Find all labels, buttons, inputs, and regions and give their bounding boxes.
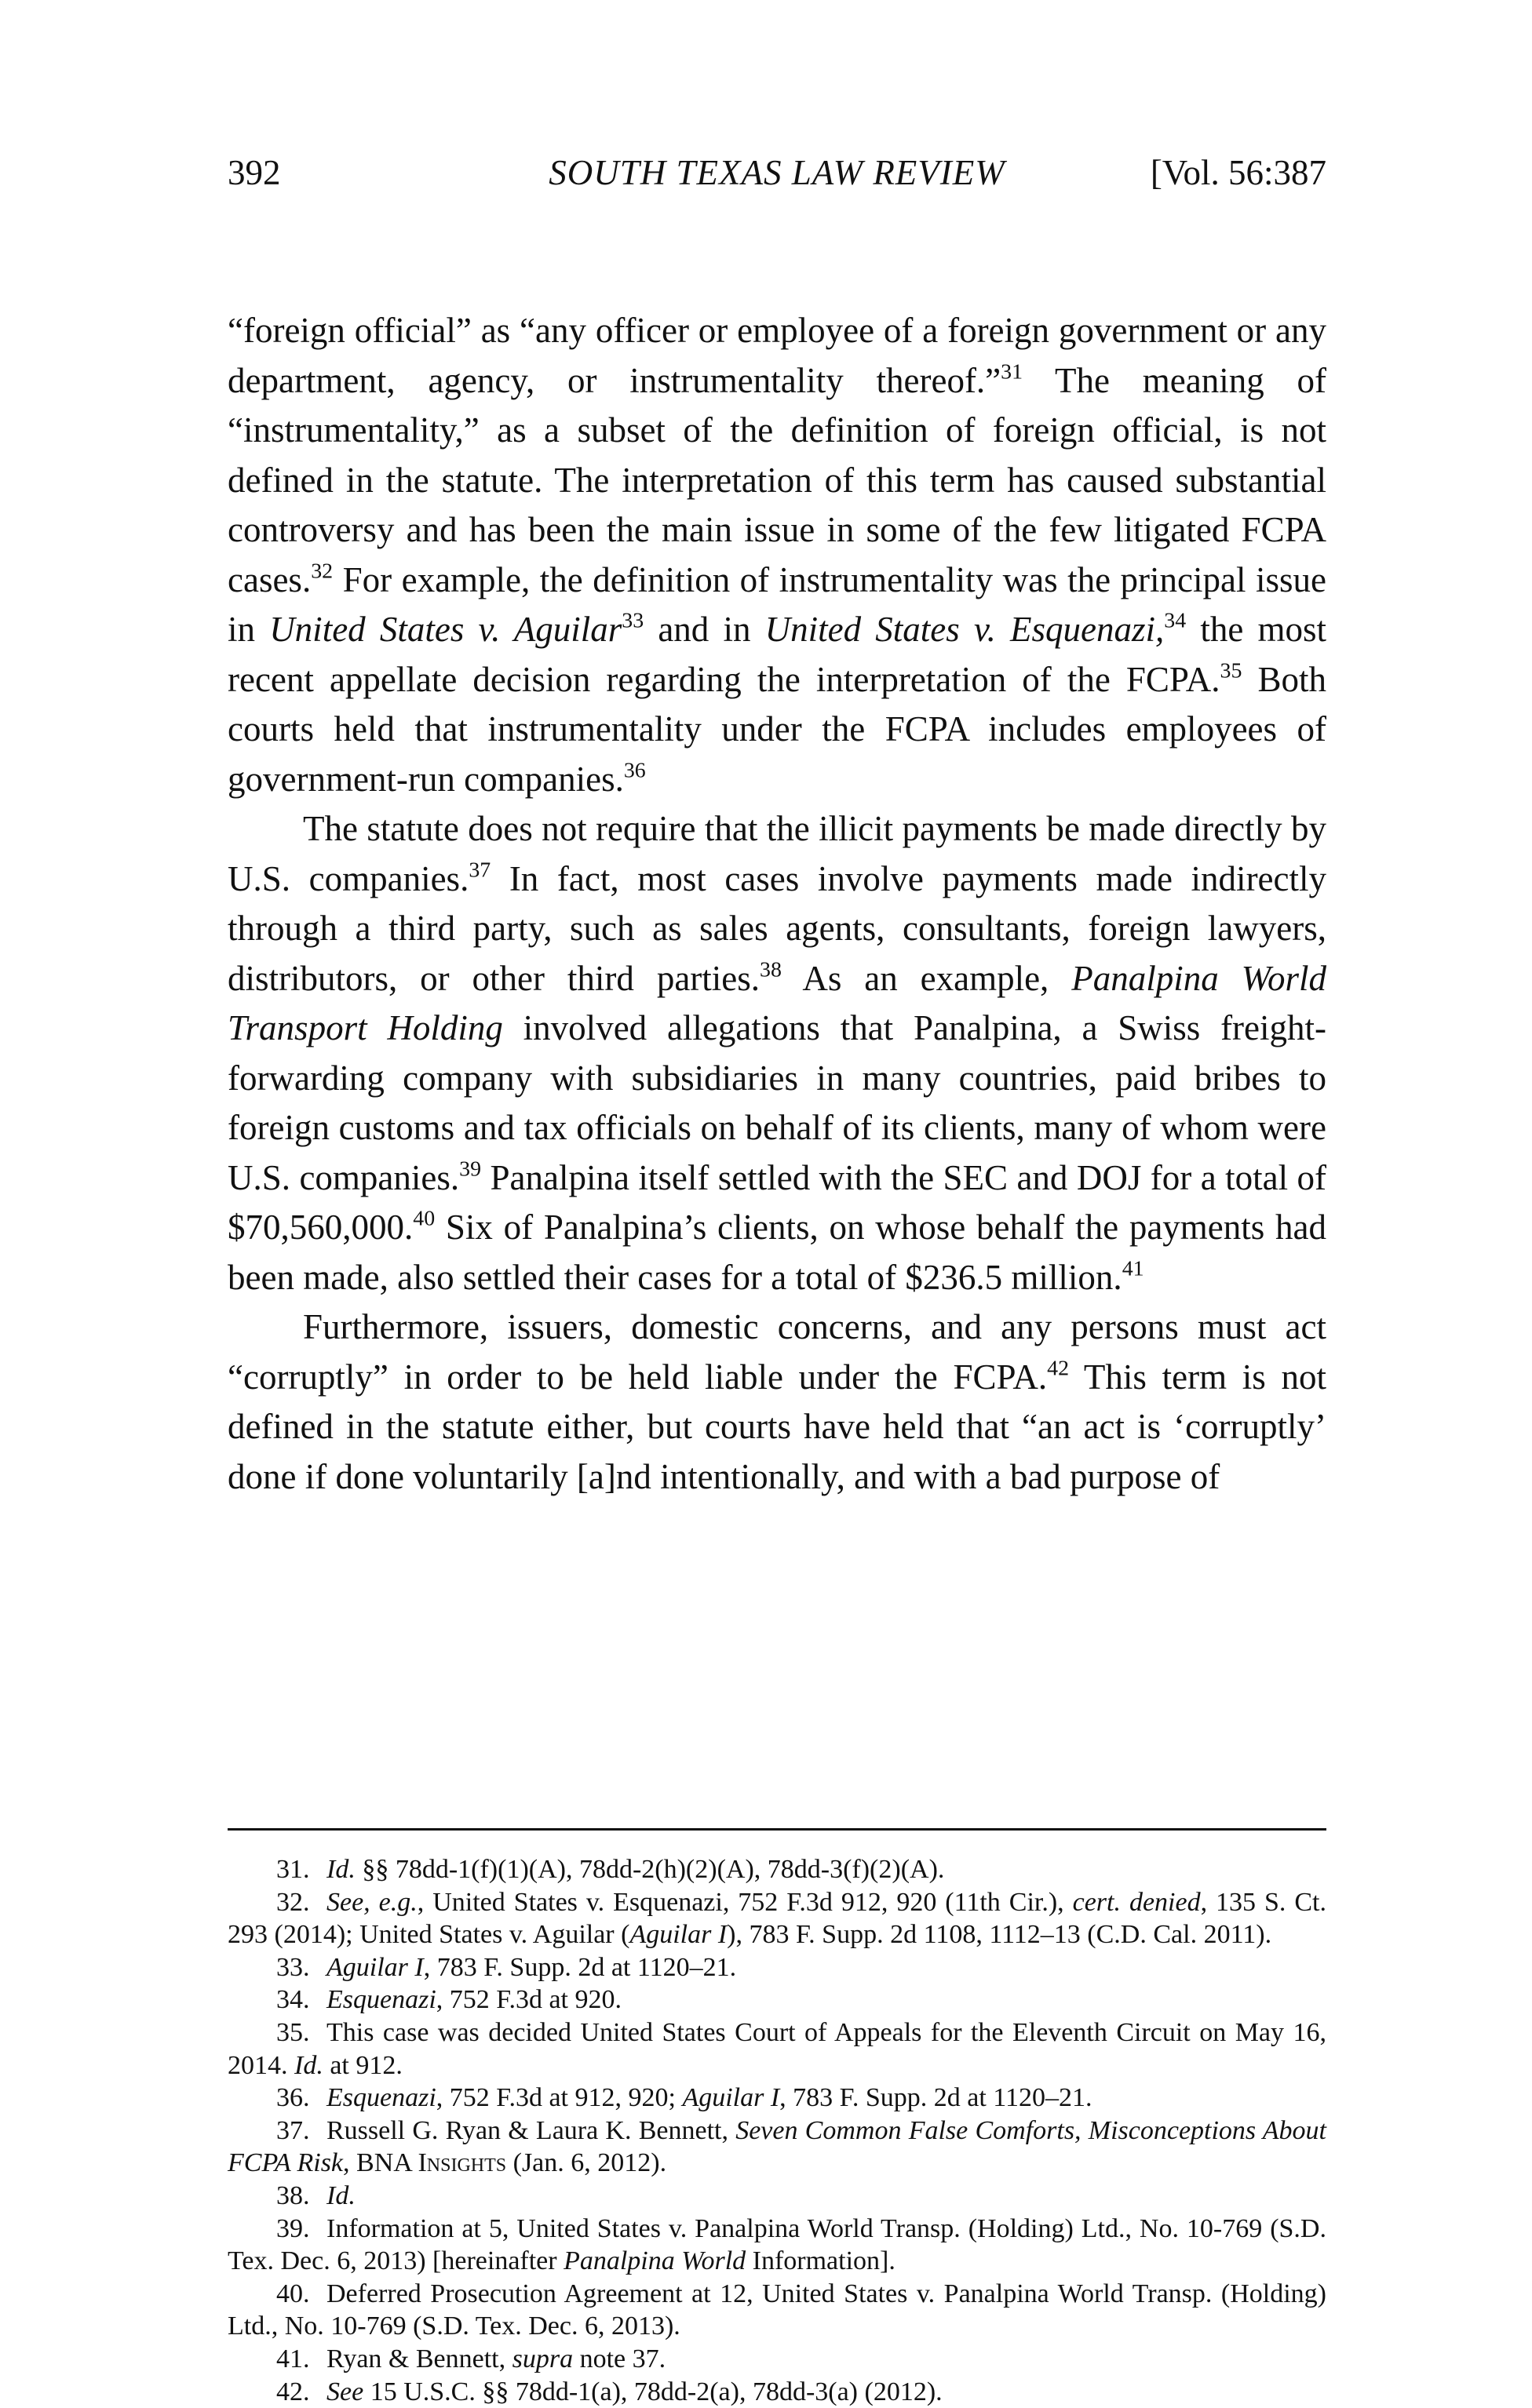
paragraph-1	[228, 306, 1326, 804]
text-run: Panalpina itself settled with the SEC and DOJ for a total of $70,560,000.	[228, 1158, 1326, 1248]
text-run: Furthermore, issuers, domestic concerns, and any persons must act “corruptly” in order to be held liable under the FCPA.	[228, 1307, 1326, 1397]
footnote-text: Information].	[746, 2246, 895, 2275]
footnote-italic: Id.	[326, 2181, 356, 2210]
page-number: 392	[228, 149, 281, 196]
text-run: The meaning of “instrumentality,” as a subset of the definition of foreign official, is not defined in the statute. The interpretation of this term has caused substantial controversy and has been the main issue in some of the few litigated FCPA cases.	[228, 361, 1326, 599]
footnote-text: Information at 5, United States v. Panalpina World Transp. (Holding) Ltd., No. 10-769 (S.D. Tex. Dec. 6, 2013) [hereinafter	[228, 2214, 1326, 2276]
footnote-ref-35: 35	[1220, 658, 1242, 683]
footnote-ref-36: 36	[624, 758, 646, 782]
footnote-number: 41.	[276, 2343, 326, 2376]
footnote-34	[228, 1984, 1326, 2016]
footnote-text: , 135 S. Ct. 293 (2014); United States v. Aguilar (	[228, 1888, 1326, 1950]
footnote-italic: Esquenazi	[326, 1985, 436, 2014]
footnote-text: Ryan & Bennett,	[326, 2344, 512, 2373]
footnote-39	[228, 2213, 1326, 2278]
main-text	[228, 306, 1326, 1502]
text-run: In fact, most cases involve payments made indirectly through a third party, such as sales agents, consultants, foreign lawyers, distributors, or other third parties.	[228, 859, 1326, 998]
footnote-number: 39.	[276, 2213, 326, 2246]
footnote-italic: Seven Common False Comforts, Misconceptions About FCPA Risk	[228, 2116, 1326, 2178]
footnote-text: 15 U.S.C. §§ 78dd-1(a), 78dd-2(a), 78dd-3(a) (2012).	[363, 2377, 942, 2406]
text-run: and in	[644, 610, 765, 649]
text-run: The statute does not require that the illicit payments be made directly by U.S. companies.	[228, 809, 1326, 898]
footnote-number: 31.	[276, 1853, 326, 1886]
footnote-number: 34.	[276, 1984, 326, 2016]
citation-signal: See, e.g.	[326, 1888, 418, 1917]
footnote-33	[228, 1951, 1326, 1984]
footnote-text: , 752 F.3d at 920.	[436, 1985, 622, 2014]
case-name: United States v. Esquenazi,	[765, 610, 1165, 649]
footnote-text: , 783 F. Supp. 2d at 1120–21.	[424, 1953, 736, 1982]
footnote-ref-37: 37	[469, 858, 491, 882]
footnote-italic: supra	[512, 2344, 573, 2373]
footnote-42	[228, 2376, 1326, 2408]
footnote-35	[228, 2016, 1326, 2082]
footnote-smallcaps: Insights	[418, 2148, 506, 2177]
footnote-ref-41: 41	[1122, 1256, 1144, 1281]
footnote-italic: Panalpina World	[564, 2246, 746, 2275]
footnote-36	[228, 2082, 1326, 2115]
footnote-38	[228, 2180, 1326, 2213]
footnote-number: 38.	[276, 2180, 326, 2213]
citation-signal: Id.	[326, 1855, 356, 1884]
footnote-number: 42.	[276, 2376, 326, 2408]
footnote-italic: cert. denied	[1073, 1888, 1201, 1917]
journal-title: SOUTH TEXAS LAW REVIEW	[228, 149, 1326, 196]
footnote-divider	[228, 1828, 1326, 1831]
footnote-text: This case was decided United States Court of Appeals for the Eleventh Circuit on May 16, 2014.	[228, 2018, 1326, 2080]
footnote-number: 36.	[276, 2082, 326, 2115]
text-run: the most recent appellate decision regarding the interpretation of the FCPA.	[228, 610, 1326, 699]
footnote-text: , BNA	[343, 2148, 418, 2177]
footnote-italic: Esquenazi	[326, 2083, 436, 2112]
footnote-ref-38: 38	[760, 957, 782, 982]
footnote-text: §§ 78dd-1(f)(1)(A), 78dd-2(h)(2)(A), 78dd-3(f)(2)(A).	[356, 1855, 945, 1884]
footnote-italic: Aguilar I	[682, 2083, 779, 2112]
footnote-ref-39: 39	[459, 1157, 481, 1181]
footnote-text: , 783 F. Supp. 2d at 1120–21.	[779, 2083, 1092, 2112]
page-header	[228, 149, 1326, 196]
volume-citation: [Vol. 56:387	[1151, 149, 1326, 196]
text-run: Six of Panalpina’s clients, on whose behalf the payments had been made, also settled their cases for a total of $236.5 million.	[228, 1208, 1326, 1297]
footnote-ref-32: 32	[311, 559, 333, 583]
footnote-italic: Id.	[294, 2051, 323, 2080]
footnote-text: at 912.	[323, 2051, 403, 2080]
footnote-ref-31: 31	[1001, 359, 1023, 384]
footnote-number: 37.	[276, 2115, 326, 2148]
footnote-number: 35.	[276, 2016, 326, 2049]
footnote-italic: Aguilar I	[326, 1953, 424, 1982]
text-run: For example, the definition of instrumentality was the principal issue in	[228, 560, 1326, 650]
paragraph-3	[228, 1302, 1326, 1502]
footnote-text: (Jan. 6, 2012).	[506, 2148, 666, 2177]
footnote-text: note 37.	[573, 2344, 666, 2373]
footnote-text: Russell G. Ryan & Laura K. Bennett,	[326, 2116, 735, 2145]
text-run: This term is not defined in the statute either, but courts have held that “an act is ‘corruptly’ done if done voluntarily [a]nd intentionally, and with a bad purpose of	[228, 1357, 1326, 1496]
case-name: United States v. Aguilar	[269, 610, 622, 649]
footnote-37	[228, 2115, 1326, 2180]
footnote-40	[228, 2278, 1326, 2343]
footnote-text: Deferred Prosecution Agreement at 12, United States v. Panalpina World Transp. (Holding) Ltd., No. 10-769 (S.D. Tex. Dec. 6, 2013).	[228, 2279, 1326, 2341]
footnote-ref-34: 34	[1164, 609, 1186, 633]
footnote-number: 33.	[276, 1951, 326, 1984]
text-run: Both courts held that instrumentality under the FCPA includes employees of government-run companies.	[228, 660, 1326, 799]
case-name: Panalpina World Transport Holding	[228, 959, 1326, 1048]
text-run: “foreign official” as “any officer or employee of a foreign government or any department, agency, or instrumentality thereof.”	[228, 311, 1326, 400]
paragraph-2	[228, 804, 1326, 1302]
footnote-number: 32.	[276, 1886, 326, 1919]
footnote-number: 40.	[276, 2278, 326, 2311]
footnote-32	[228, 1886, 1326, 1951]
footnote-text: ), 783 F. Supp. 2d 1108, 1112–13 (C.D. Cal. 2011).	[727, 1920, 1271, 1949]
footnote-ref-42: 42	[1047, 1356, 1069, 1380]
footnote-text: , 752 F.3d at 912, 920;	[436, 2083, 683, 2112]
citation-signal: See	[326, 2377, 363, 2406]
footnote-text: , United States v. Esquenazi, 752 F.3d 912, 920 (11th Cir.),	[418, 1888, 1073, 1917]
footnote-ref-40: 40	[413, 1207, 435, 1231]
footnote-ref-33: 33	[622, 609, 644, 633]
text-run: involved allegations that Panalpina, a Swiss freight-forwarding company with subsidiaries in many countries, paid bribes to foreign customs and tax officials on behalf of its clients, many of whom were U.S. companies.	[228, 1008, 1326, 1197]
text-run: As an example,	[782, 959, 1071, 998]
footnote-italic: Aguilar I	[629, 1920, 727, 1949]
footnotes	[228, 1853, 1326, 2408]
footnote-31	[228, 1853, 1326, 1886]
